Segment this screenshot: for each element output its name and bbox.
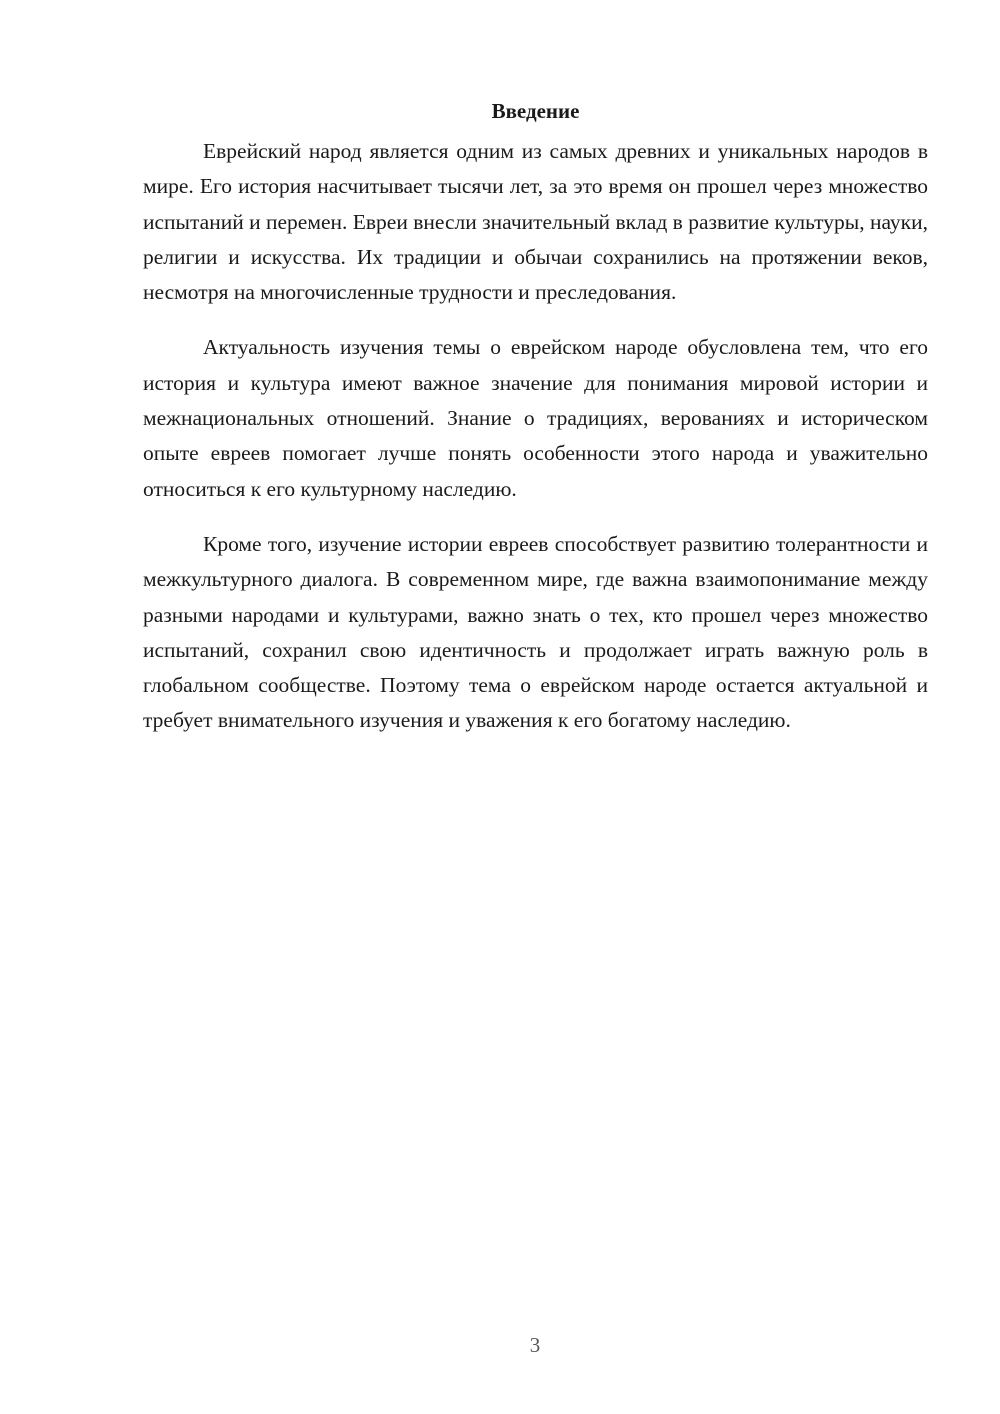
page-number: 3 [529, 1333, 541, 1357]
page-content [143, 96, 928, 759]
paragraph-3: Кроме того, изучение истории евреев способствует развитию толерантности и межкультурного диалога. В современном мире, где важна взаимопонимание между разными народами и культурами, важно знать о тех, кто прошел через множество испытаний, сохранил свою идентичность и продолжает играть важную роль в глобальном сообществе. Поэтому тема о еврейском народе остается актуальной и требует внимательного изучения и уважения к его богатому наследию. [143, 531, 928, 733]
paragraph-1: Еврейский народ является одним из самых древних и уникальных народов в мире. Его история насчитывает тысячи лет, за это время он прошел через множество испытаний и перемен. Евреи внесли значительный вклад в развитие культуры, науки, религии и искусства. Их традиции и обычаи сохранились на протяжении веков, несмотря на многочисленные трудности и преследования. [143, 139, 928, 305]
paragraph-2: Актуальность изучения темы о еврейском народе обусловлена тем, что его история и культура имеют важное значение для понимания мировой истории и межнациональных отношений. Знание о традициях, верованиях и историческом опыте евреев помогает лучше понять особенности этого народа и уважительно относиться к его культурному наследию. [143, 335, 928, 501]
page-title: Введение [491, 99, 580, 123]
